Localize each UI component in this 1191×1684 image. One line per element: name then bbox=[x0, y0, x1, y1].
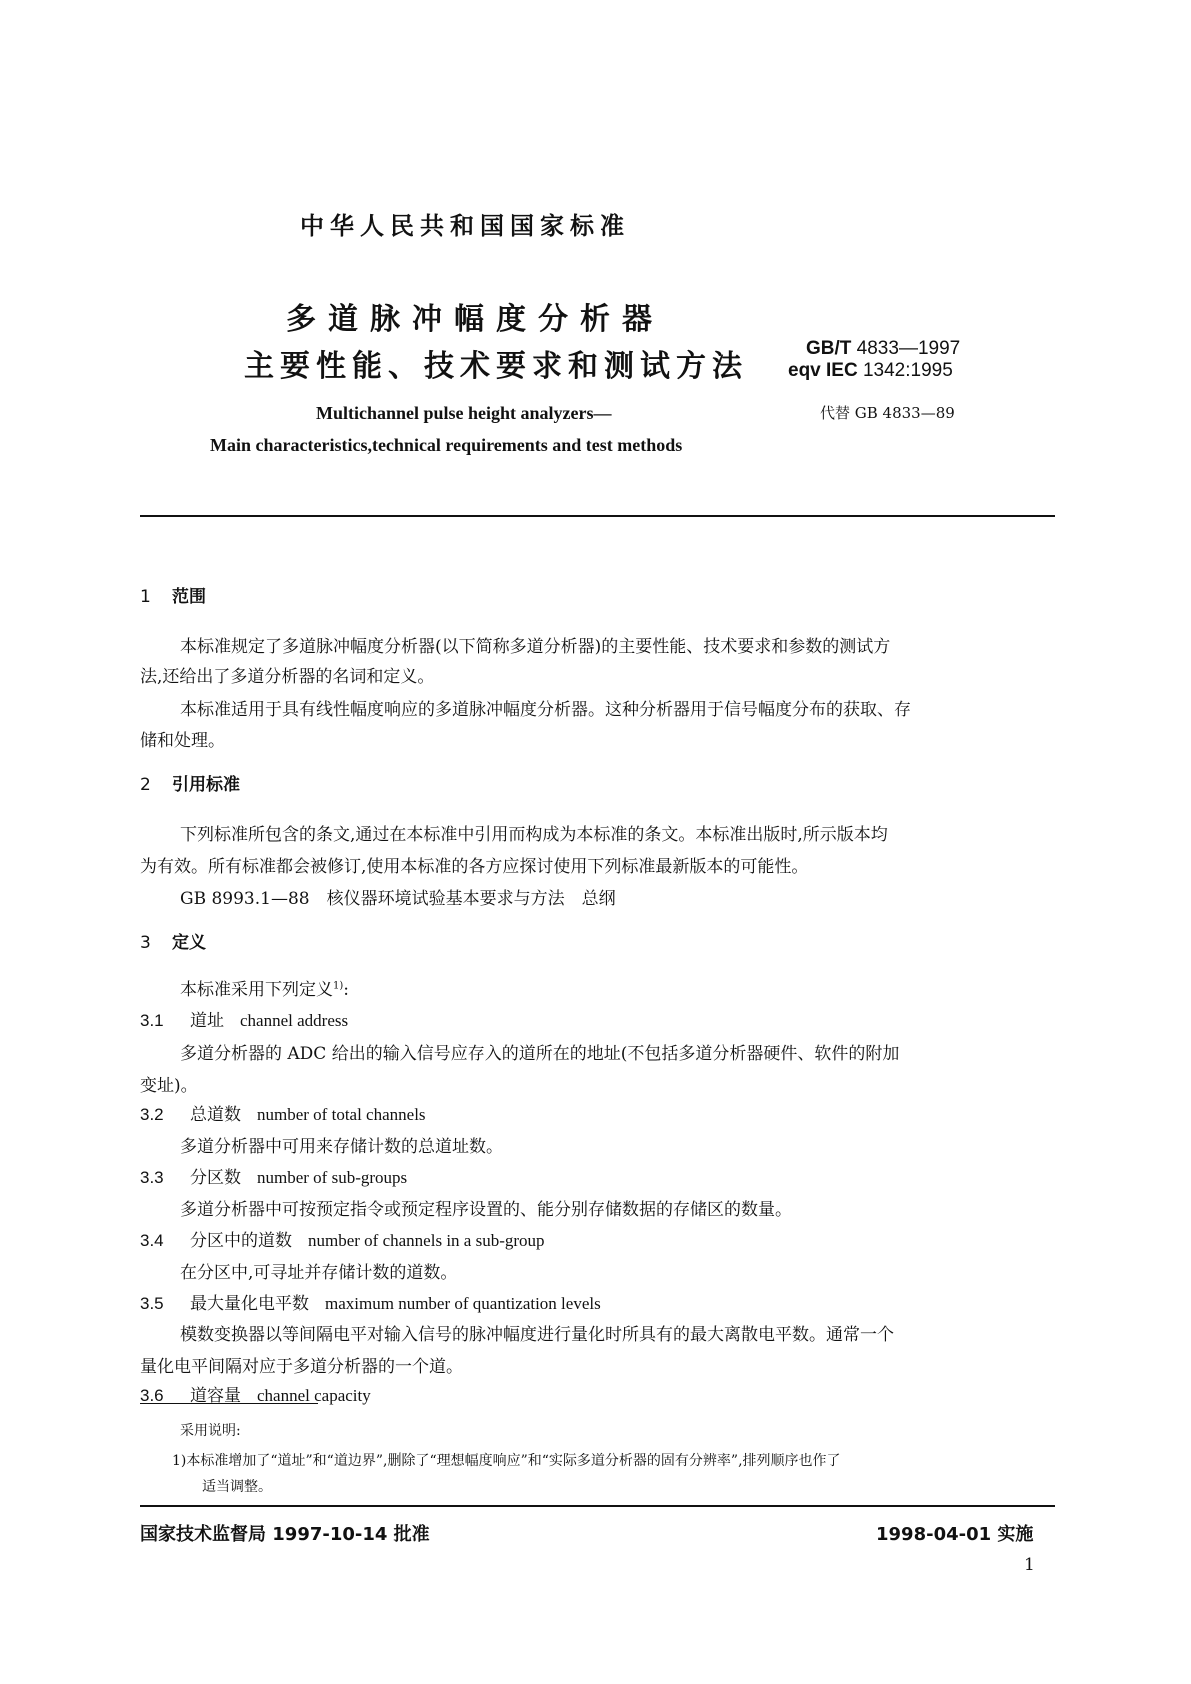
paragraph-line: 本标准适用于具有线性幅度响应的多道脉冲幅度分析器。这种分析器用于信号幅度分布的获取、存 bbox=[180, 700, 911, 720]
definition-heading: 3.2 总道数 number of total channels bbox=[140, 1105, 426, 1125]
section-heading-scope bbox=[140, 582, 206, 607]
equivalent-prefix: eqv IEC bbox=[788, 360, 858, 381]
definition-text: 多道分析器中可按预定指令或预定程序设置的、能分别存储数据的存储区的数量。 bbox=[180, 1200, 792, 1220]
footer-divider bbox=[140, 1505, 1055, 1507]
standard-number bbox=[806, 338, 960, 360]
definition-heading: 3.1 道址 channel address bbox=[140, 1011, 349, 1031]
paragraph-line: 储和处理。 bbox=[140, 731, 225, 751]
section-heading-definitions bbox=[140, 928, 206, 953]
document-title-cn-line1: 多道脉冲幅度分析器 bbox=[286, 302, 664, 337]
definition-heading: 3.5 最大量化电平数 maximum number of quantization levels bbox=[140, 1294, 601, 1314]
definition-text: 多道分析器的 ADC 给出的输入信号应存入的道所在的地址(不包括多道分析器硬件、软件的附加 bbox=[180, 1044, 900, 1064]
approval-date: 国家技术监督局 1997-10-14 批准 bbox=[140, 1524, 430, 1545]
definition-text: 变址)。 bbox=[140, 1076, 198, 1096]
equivalent-code: 1342:1995 bbox=[862, 360, 953, 381]
section-number: 2 bbox=[140, 775, 151, 795]
section-title: 定义 bbox=[172, 933, 206, 953]
footnote-text: 适当调整。 bbox=[202, 1479, 272, 1495]
standard-prefix: GB/T bbox=[806, 338, 852, 359]
section-number: 3 bbox=[140, 933, 151, 953]
definitions-intro: 本标准采用下列定义$^{1)}$: bbox=[180, 980, 349, 1000]
definition-text: 模数变换器以等间隔电平对输入信号的脉冲幅度进行量化时所具有的最大离散电平数。通常一个 bbox=[180, 1325, 894, 1345]
referenced-standard: GB 8993.1—88 核仪器环境试验基本要求与方法 总纲 bbox=[180, 889, 616, 909]
footnote-divider bbox=[140, 1403, 318, 1404]
definition-heading: 3.4 分区中的道数 number of channels in a sub-group bbox=[140, 1231, 545, 1251]
equivalent-standard bbox=[788, 360, 953, 382]
header-divider bbox=[140, 515, 1055, 517]
footnote-marker: 1) bbox=[333, 980, 344, 992]
section-number: 1 bbox=[140, 587, 151, 607]
document-title-cn-line2: 主要性能、技术要求和测试方法 bbox=[244, 349, 748, 384]
definition-heading: 3.3 分区数 number of sub-groups bbox=[140, 1168, 408, 1188]
replaces-standard: 代替 GB 4833—89 bbox=[820, 404, 955, 422]
paragraph-line: 法,还给出了多道分析器的名词和定义。 bbox=[140, 667, 435, 687]
footnote-heading: 采用说明: bbox=[180, 1423, 241, 1439]
implementation-date: 1998-04-01 实施 bbox=[876, 1524, 1034, 1545]
section-title: 引用标准 bbox=[172, 775, 240, 795]
standard-code: 4833—1997 bbox=[856, 338, 961, 359]
national-standard-title: 中华人民共和国国家标准 bbox=[300, 212, 630, 240]
definition-text: 在分区中,可寻址并存储计数的道数。 bbox=[180, 1263, 458, 1283]
document-title-en-line1: Multichannel pulse height analyzers— bbox=[316, 403, 612, 423]
document-title-en-line2: Main characteristics,technical requirements and test methods bbox=[210, 435, 683, 455]
definition-heading: 3.6 道容量 channel capacity bbox=[140, 1386, 371, 1406]
definition-text: 量化电平间隔对应于多道分析器的一个道。 bbox=[140, 1357, 463, 1377]
paragraph-line: 为有效。所有标准都会被修订,使用本标准的各方应探讨使用下列标准最新版本的可能性。 bbox=[140, 857, 809, 877]
definition-text: 多道分析器中可用来存储计数的总道址数。 bbox=[180, 1137, 503, 1157]
footnote-text: 1)本标准增加了“道址”和“道边界”,删除了“理想幅度响应”和“实际多道分析器的固有分辨率”,排列顺序也作了 bbox=[172, 1453, 841, 1469]
page-number: 1 bbox=[1024, 1555, 1035, 1575]
section-heading-references bbox=[140, 770, 240, 795]
paragraph-line: 下列标准所包含的条文,通过在本标准中引用而构成为本标准的条文。本标准出版时,所示版本均 bbox=[180, 825, 888, 845]
paragraph-line: 本标准规定了多道脉冲幅度分析器(以下简称多道分析器)的主要性能、技术要求和参数的测试方 bbox=[180, 637, 891, 657]
section-title: 范围 bbox=[172, 587, 206, 607]
